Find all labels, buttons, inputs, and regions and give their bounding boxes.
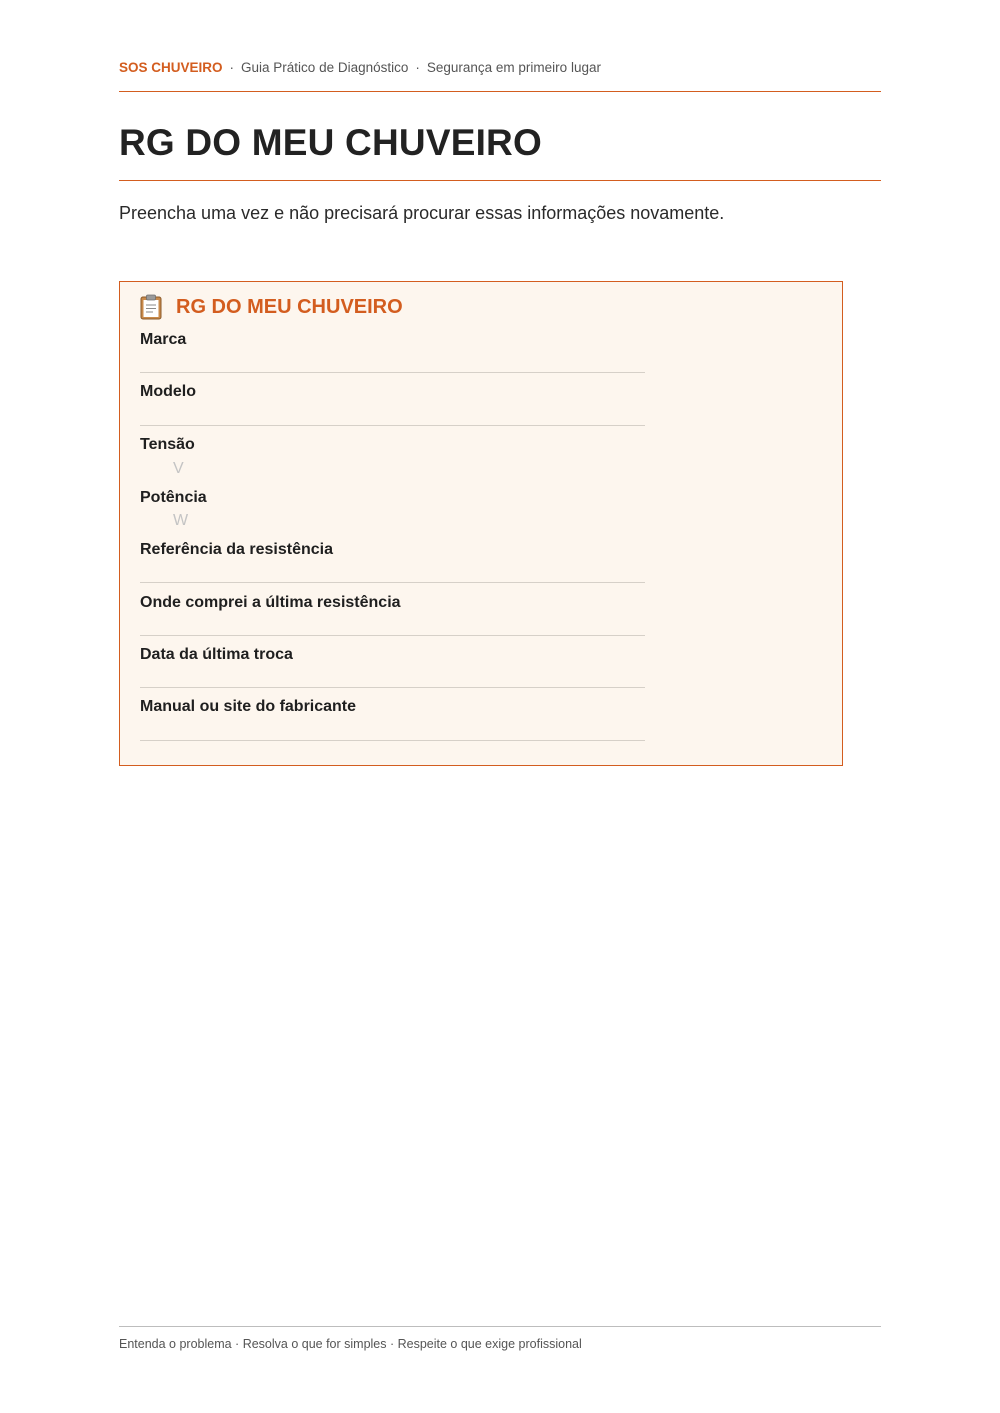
form-title: RG DO MEU CHUVEIRO — [176, 295, 403, 318]
title-rule — [119, 180, 881, 181]
header-subtitle: Guia Prático de Diagnóstico — [241, 60, 409, 75]
field-label-modelo: Modelo — [140, 383, 196, 400]
field-input-marca[interactable] — [140, 372, 645, 373]
running-header — [119, 60, 881, 75]
field-label-tensao: Tensão — [140, 436, 195, 453]
footer-text: Entenda o problema · Resolva o que for simples · Respeite o que exige profissional — [119, 1337, 582, 1351]
header-rule — [119, 91, 881, 92]
header-separator: · — [229, 60, 235, 75]
field-input-referencia-resistencia[interactable] — [140, 582, 645, 583]
field-label-marca: Marca — [140, 331, 187, 348]
field-label-potencia: Potência — [140, 489, 207, 506]
clipboard-icon — [140, 294, 162, 320]
intro-text: Preencha uma vez e não precisará procurar essas informações novamente. — [119, 203, 725, 223]
footer-rule — [119, 1326, 881, 1327]
brand-name: SOS CHUVEIRO — [119, 60, 223, 75]
form-header — [140, 294, 403, 320]
field-input-data-ultima-troca[interactable] — [140, 687, 645, 688]
page-title: RG DO MEU CHUVEIRO — [119, 122, 542, 163]
shower-info-form — [119, 281, 843, 766]
document-page — [119, 0, 881, 1413]
field-input-onde-comprei[interactable] — [140, 635, 645, 636]
field-input-manual-fabricante[interactable] — [140, 740, 645, 741]
field-input-potencia-unit[interactable]: W — [173, 512, 189, 529]
field-label-referencia-resistencia: Referência da resistência — [140, 541, 333, 558]
field-input-tensao-unit[interactable]: V — [173, 460, 184, 477]
field-input-modelo[interactable] — [140, 425, 645, 426]
field-label-manual-fabricante: Manual ou site do fabricante — [140, 698, 357, 715]
field-label-data-ultima-troca: Data da última troca — [140, 646, 293, 663]
field-label-onde-comprei: Onde comprei a última resistência — [140, 594, 401, 611]
header-tagline: Segurança em primeiro lugar — [426, 60, 601, 75]
header-separator: · — [415, 60, 420, 75]
